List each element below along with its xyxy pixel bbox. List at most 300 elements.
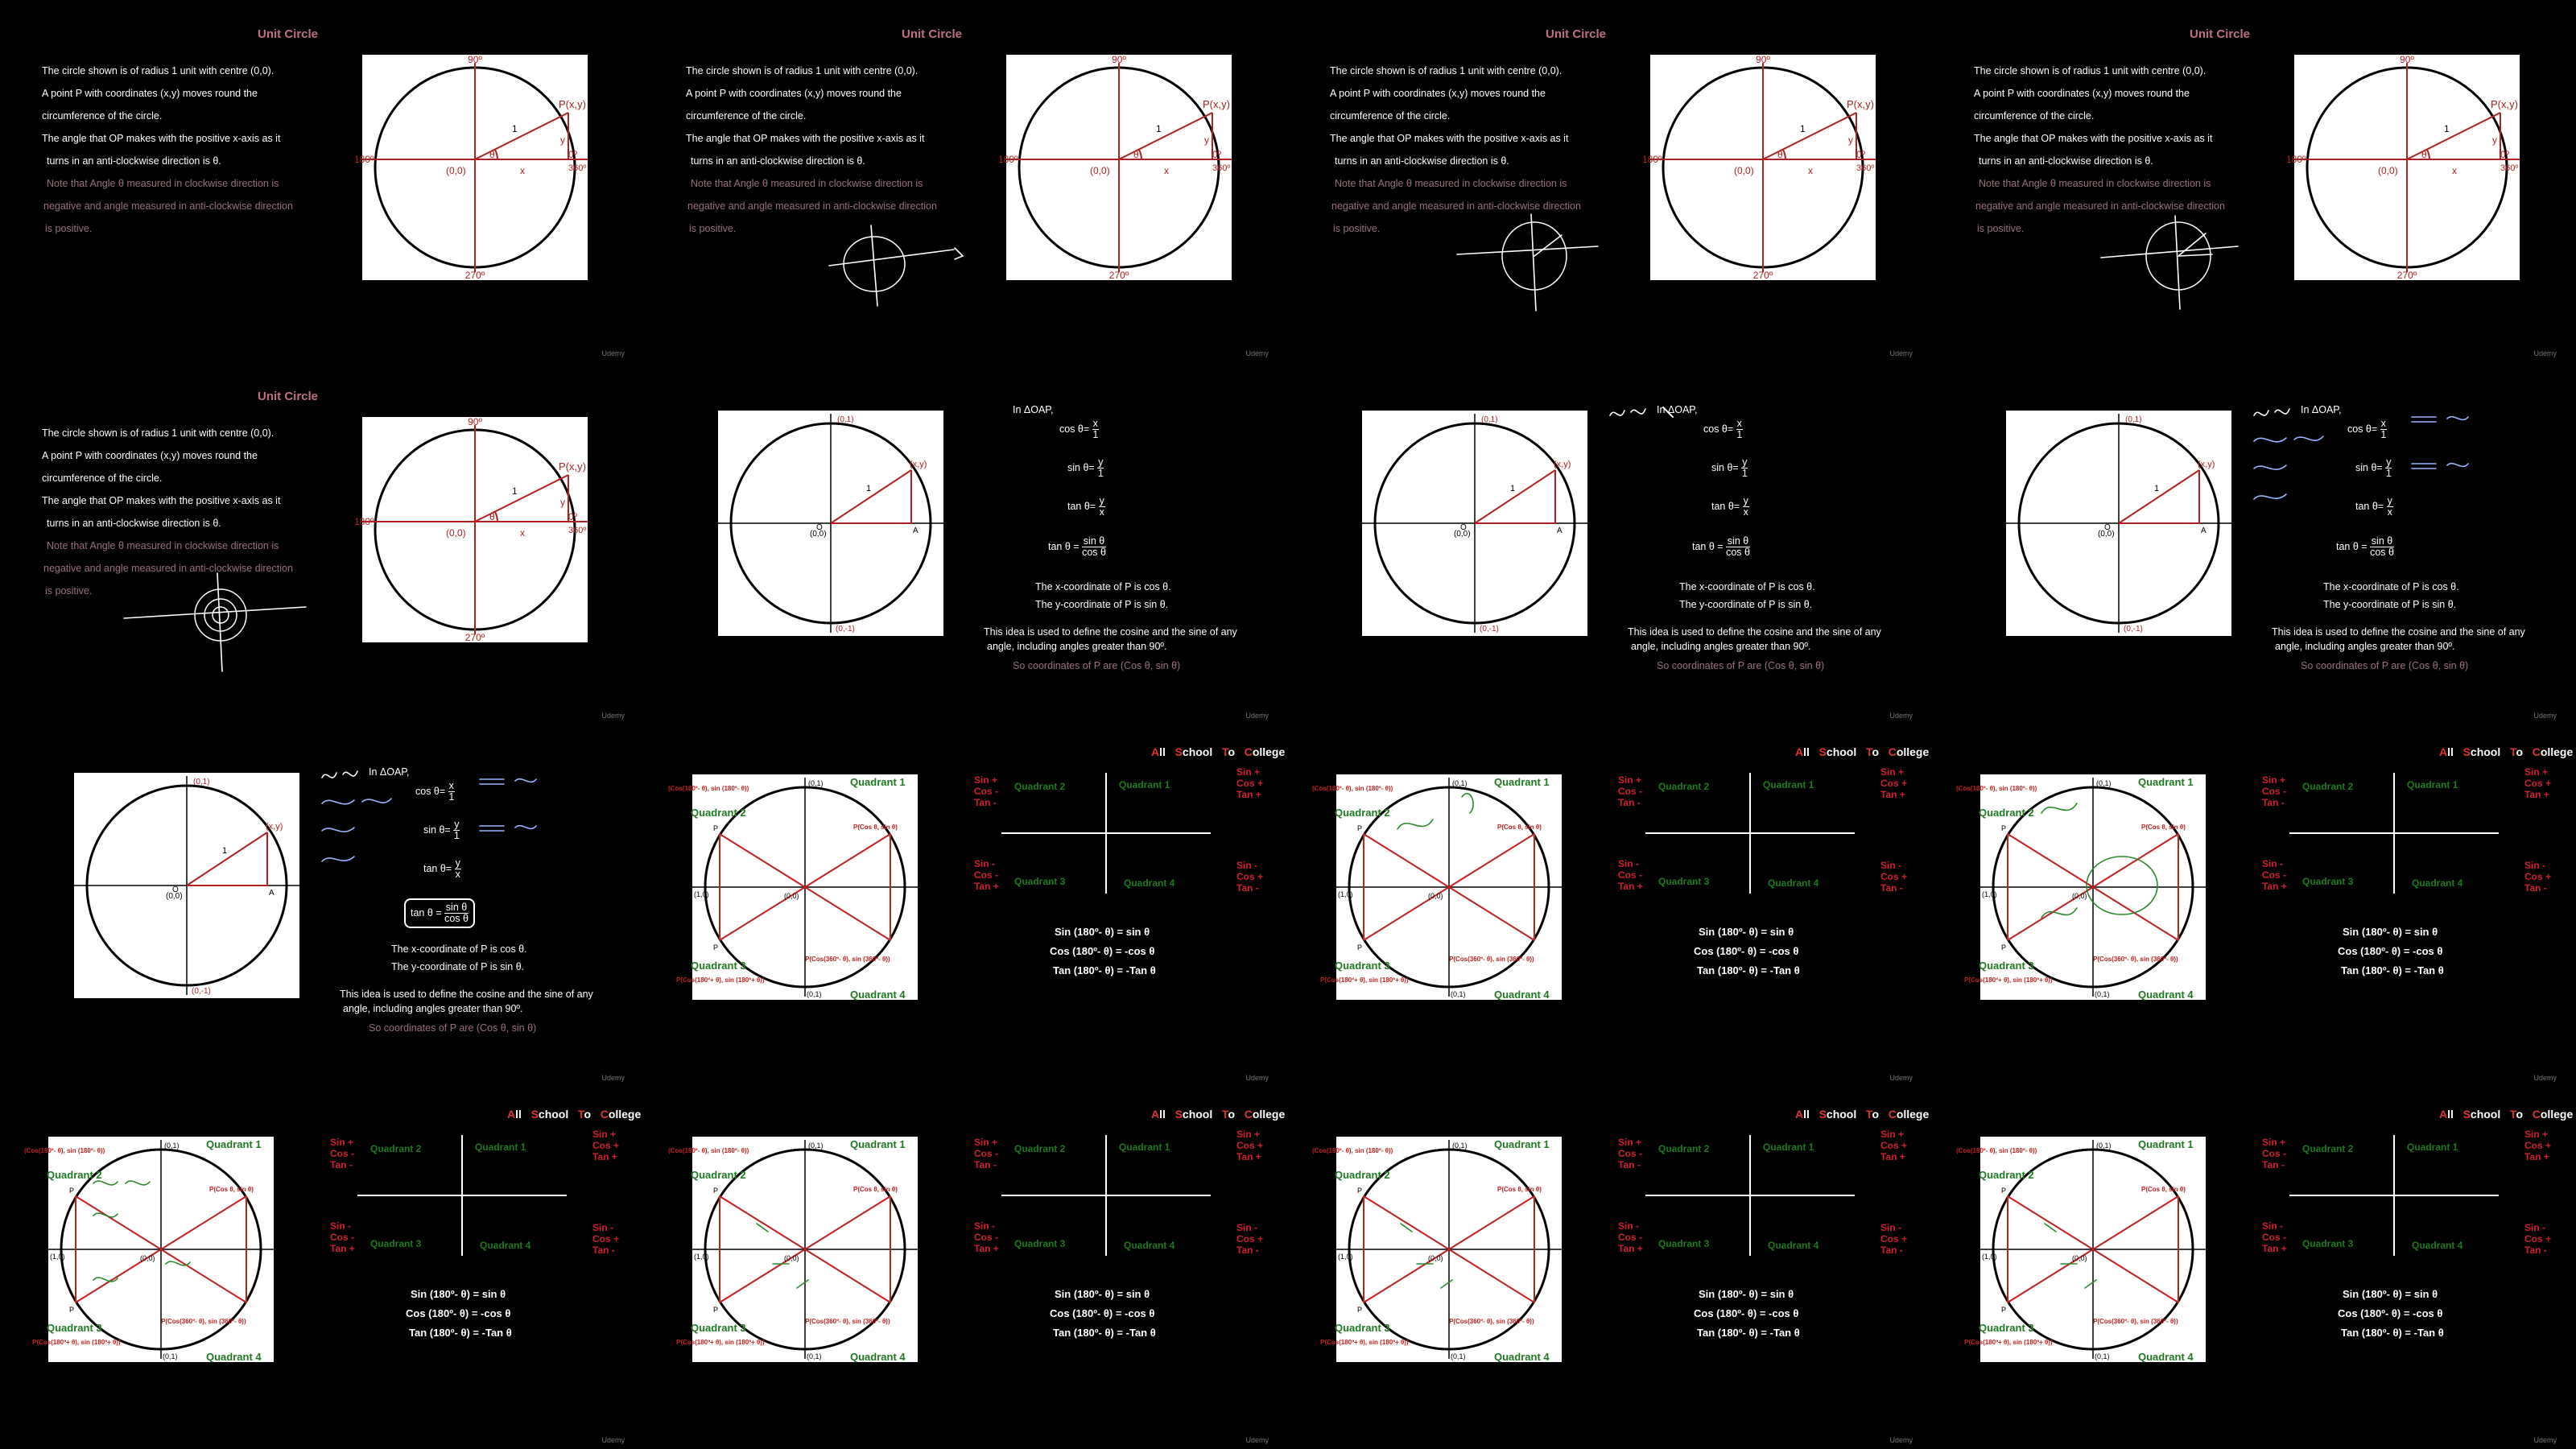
title-rest: o <box>2516 1108 2524 1121</box>
asc-title <box>1151 1108 1285 1121</box>
watermark: Udemy <box>1245 349 1269 357</box>
label-270: 270º <box>1108 270 1129 281</box>
lecture-frame[interactable] <box>0 362 644 724</box>
radius-q4 <box>1449 1249 1534 1302</box>
title-rest: chool <box>1826 745 1857 758</box>
xcoord-line: The x-coordinate of P is cos θ. <box>1035 581 1171 592</box>
ycoord-line: The y-coordinate of P is sin θ. <box>1035 599 1169 610</box>
intro-line: A point P with coordinates (x,y) moves round the <box>1974 88 2190 99</box>
lecture-frame[interactable] <box>644 362 1288 724</box>
sign: Tan - <box>2524 882 2547 894</box>
intro-note: negative and angle measured in anti-clockwise direction <box>1975 200 2225 212</box>
label-p: P <box>713 1187 719 1195</box>
label-0: 0º <box>568 511 578 522</box>
unit-circle-figure <box>1362 411 1587 636</box>
sign: Tan - <box>2262 1159 2285 1170</box>
q2-signs <box>1618 774 1642 808</box>
label-q1: Quadrant 1 <box>2138 1138 2194 1150</box>
quadrant-circle-figure <box>1956 1137 2206 1363</box>
title-rest: o <box>1228 745 1236 758</box>
label-radius: 1 <box>222 846 228 856</box>
q3-signs <box>1618 858 1643 892</box>
asc-circle-svg <box>668 1137 918 1363</box>
identity-tan: Tan (180º- θ) = -Tan θ <box>1053 1327 1156 1339</box>
dap-circle-svg <box>2006 411 2231 636</box>
sign: Tan - <box>592 1245 615 1256</box>
quadrant-circle-figure <box>1956 774 2206 1001</box>
label-p4: P(Cos(360º- θ), sin (360º- θ)) <box>161 1318 246 1325</box>
sign: Tan - <box>1618 797 1641 808</box>
asc-circle-svg <box>668 774 918 1001</box>
num: sin θ <box>2371 535 2393 547</box>
sin-label: sin θ= <box>1711 461 1739 473</box>
tan-fraction <box>2387 496 2393 518</box>
label-p4: P(Cos(360º- θ), sin (360º- θ)) <box>1449 956 1534 963</box>
sign: Cos - <box>1618 786 1642 797</box>
identity-sin: Sin (180º- θ) = sin θ <box>1055 926 1150 938</box>
title-rest: chool <box>1826 1108 1857 1121</box>
dap-text <box>338 757 644 1079</box>
q4-signs <box>1880 860 1907 894</box>
label-360: 360º <box>568 526 587 535</box>
intro-line: circumference of the circle. <box>42 110 163 122</box>
title-letter: A <box>1795 745 1804 758</box>
label-origin: (0,0) <box>2072 1254 2087 1262</box>
intro-note: is positive. <box>1333 223 1381 234</box>
label-p4: P(Cos(360º- θ), sin (360º- θ)) <box>2093 1318 2178 1325</box>
identity-sin: Sin (180º- θ) = sin θ <box>411 1288 506 1300</box>
label-q2: Quadrant 2 <box>47 1169 102 1181</box>
label-q2: Quadrant 2 <box>1979 807 2034 819</box>
label-x: x <box>520 165 525 176</box>
sign: Sin - <box>2524 860 2545 871</box>
asc-panel <box>966 1087 1288 1449</box>
grid-q1: Quadrant 1 <box>1119 779 1170 791</box>
title-rest: ollege <box>1252 745 1286 758</box>
label-bottom: (0,1) <box>807 1352 822 1360</box>
tan-ratio <box>423 858 461 880</box>
idea-line2: angle, including angles greater than 90º. <box>987 641 1167 652</box>
label-p2: (Cos(180º- θ), sin (180º- θ)) <box>668 785 749 792</box>
lecture-frame[interactable] <box>0 0 644 362</box>
sign: Tan - <box>2262 797 2285 808</box>
identity-sin: Sin (180º- θ) = sin θ <box>2343 926 2438 938</box>
den: x <box>1743 506 1748 518</box>
den: 1 <box>453 830 460 841</box>
cos-ratio <box>1059 419 1099 440</box>
num: y <box>1099 495 1104 506</box>
label-q3: Quadrant 3 <box>1979 1322 2034 1334</box>
asc-circle-svg <box>1312 1137 1562 1363</box>
label-point-p: P(x,y) <box>1203 98 1230 110</box>
asc-title <box>1151 745 1285 758</box>
label-y: y <box>560 134 565 146</box>
label-p2: (Cos(180º- θ), sin (180º- θ)) <box>1312 785 1393 792</box>
label-q3: Quadrant 3 <box>691 1322 746 1334</box>
cos-fraction <box>1736 419 1743 440</box>
idea-line1: This idea is used to define the cosine and the sine of any <box>1628 626 1881 638</box>
sign: Cos + <box>1236 1140 1264 1151</box>
sign: Tan - <box>974 1159 997 1170</box>
q2-signs <box>974 774 998 808</box>
label-p: P <box>2001 1187 2007 1195</box>
intro-note: Note that Angle θ measured in clockwise direction is <box>47 540 279 551</box>
tan-ratio <box>1711 496 1749 518</box>
label-radius: 1 <box>1510 484 1516 493</box>
title-rest: ll <box>2447 1108 2454 1121</box>
identity-block <box>1694 1285 1800 1343</box>
so-line: So coordinates of P are (Cos θ, sin θ) <box>2301 660 2469 671</box>
grid-q4: Quadrant 4 <box>480 1240 531 1251</box>
unit-circle-svg <box>998 54 1232 281</box>
label-origin: (0,0) <box>140 1254 155 1262</box>
q3-signs <box>330 1220 355 1254</box>
identity-tan: Tan (180º- θ) = -Tan θ <box>2341 964 2444 976</box>
num: x <box>448 780 454 791</box>
identity-block <box>2338 1285 2444 1343</box>
label-90: 90º <box>468 54 482 65</box>
label-q4: Quadrant 4 <box>2138 1351 2194 1363</box>
sign: Cos - <box>2262 869 2286 881</box>
label-p2: (Cos(180º- θ), sin (180º- θ)) <box>1312 1147 1393 1154</box>
radius-q1 <box>805 1196 890 1249</box>
sign: Tan - <box>1880 1245 1903 1256</box>
grid-q3: Quadrant 3 <box>1658 1238 1710 1249</box>
intro-note: negative and angle measured in anti-clockwise direction <box>43 563 293 574</box>
sign: Cos + <box>1880 778 1908 789</box>
label-origin: (0,0) <box>2378 165 2398 176</box>
title-letter: T <box>577 1108 584 1121</box>
title-rest: ll <box>1159 1108 1166 1121</box>
sign: Cos - <box>2262 786 2286 797</box>
label-p: P <box>713 1306 719 1314</box>
label-p3: P(Cos(180º+ θ), sin (180º+ θ)) <box>1320 976 1409 984</box>
sign: Tan + <box>1880 789 1905 800</box>
sin-label: sin θ= <box>423 824 451 836</box>
identity-tan: Tan (180º- θ) = -Tan θ <box>1697 964 1800 976</box>
label-left: (1,0) <box>50 1253 65 1261</box>
tan-fraction <box>455 858 461 880</box>
label-q2: Quadrant 2 <box>691 807 746 819</box>
den: 1 <box>1741 468 1748 479</box>
sign: Sin - <box>330 1220 351 1232</box>
label-180: 180º <box>998 154 1018 165</box>
label-top: (0,1) <box>193 778 210 786</box>
intro-line: The circle shown is of radius 1 unit with centre (0,0). <box>1330 65 1563 76</box>
den: x <box>1099 506 1104 518</box>
title-letter: T <box>1865 1108 1872 1121</box>
sin-fraction <box>1741 457 1748 479</box>
intro-line: A point P with coordinates (x,y) moves round the <box>1330 88 1546 99</box>
grid-q3: Quadrant 3 <box>1014 876 1066 887</box>
den: cos θ <box>1726 547 1750 558</box>
title-letter: A <box>1151 1108 1160 1121</box>
identity-tan: Tan (180º- θ) = -Tan θ <box>2341 1327 2444 1339</box>
sign: Tan + <box>2262 1243 2287 1254</box>
grid-q2: Quadrant 2 <box>2302 781 2354 792</box>
identity-cos: Cos (180º- θ) = -cos θ <box>406 1307 511 1319</box>
theta-arc <box>495 150 497 159</box>
label-p3: P(Cos(180º+ θ), sin (180º+ θ)) <box>1320 1339 1409 1346</box>
tan2-fraction <box>1726 536 1750 558</box>
label-a: A <box>1557 526 1563 535</box>
grid-q1: Quadrant 1 <box>475 1141 526 1153</box>
label-p1: P(Cos θ, sin θ) <box>209 1186 254 1193</box>
lecture-frame[interactable] <box>1288 724 1932 1087</box>
lecture-frame[interactable] <box>1932 0 2576 362</box>
sign: Tan - <box>330 1159 353 1170</box>
sign: Sin - <box>1618 1220 1639 1232</box>
intro-note: negative and angle measured in anti-clockwise direction <box>687 200 937 212</box>
label-a: A <box>2201 526 2207 535</box>
intro-text-block <box>42 60 364 240</box>
label-180: 180º <box>1642 154 1662 165</box>
q3-signs <box>974 1220 999 1254</box>
asc-title <box>2439 1108 2573 1121</box>
label-p1: P(Cos θ, sin θ) <box>853 1186 898 1193</box>
sign: Sin + <box>1236 1129 1261 1140</box>
q4-signs <box>1236 1222 1263 1256</box>
unit-circle-svg <box>1642 54 1876 281</box>
sign: Cos + <box>1880 1140 1908 1151</box>
q2-signs <box>330 1137 354 1170</box>
label-p: P <box>1357 1187 1363 1195</box>
label-p1: P(Cos θ, sin θ) <box>1497 824 1542 831</box>
sign: Cos + <box>592 1140 620 1151</box>
label-y: y <box>1848 134 1853 146</box>
identity-tan: Tan (180º- θ) = -Tan θ <box>409 1327 512 1339</box>
intro-line: The angle that OP makes with the positive x-axis as it <box>1330 133 1569 144</box>
identity-block <box>2338 923 2444 980</box>
intro-note: Note that Angle θ measured in clockwise direction is <box>47 178 279 189</box>
label-theta: θ <box>1777 149 1783 160</box>
radius-q4 <box>2093 1249 2178 1302</box>
label-180: 180º <box>2286 154 2306 165</box>
tan-quotient <box>404 898 475 928</box>
lecture-frame[interactable] <box>1288 362 1932 724</box>
num: y <box>1742 456 1748 468</box>
unit-circle-svg <box>2286 54 2520 281</box>
lecture-frame[interactable] <box>0 724 644 1087</box>
sign: Cos - <box>330 1232 354 1243</box>
title-letter: C <box>2532 745 2541 758</box>
label-p: P <box>1357 943 1363 952</box>
unit-circle-svg <box>354 416 588 643</box>
title-rest: chool <box>2470 1108 2501 1121</box>
identity-sin: Sin (180º- θ) = sin θ <box>1699 1288 1794 1300</box>
intro-line: circumference of the circle. <box>1330 110 1451 122</box>
sign: Sin - <box>1236 1222 1257 1233</box>
num: x <box>1736 418 1742 429</box>
title-rest: ll <box>1803 1108 1810 1121</box>
sign: Sin - <box>2262 858 2283 869</box>
idea-line1: This idea is used to define the cosine and the sine of any <box>2272 626 2525 638</box>
watermark: Udemy <box>1889 349 1913 357</box>
radius-q1 <box>805 834 890 887</box>
watermark: Udemy <box>1889 1074 1913 1082</box>
sign: Tan - <box>1236 1245 1259 1256</box>
title-rest: ollege <box>1896 1108 1930 1121</box>
title-letter: C <box>2532 1108 2541 1121</box>
num: y <box>1743 495 1748 506</box>
label-p4: P(Cos(360º- θ), sin (360º- θ)) <box>2093 956 2178 963</box>
asc-panel <box>322 1087 644 1449</box>
label-origin: (0,0) <box>1428 1254 1443 1262</box>
label-o: O <box>1460 523 1467 532</box>
dap-heading: In ΔOAP, <box>1657 404 1698 415</box>
label-p: P <box>713 824 719 832</box>
asc-panel <box>2254 724 2576 1087</box>
radius-op <box>2119 470 2199 523</box>
label-p3: P(Cos(180º+ θ), sin (180º+ θ)) <box>32 1339 121 1346</box>
grid-q1: Quadrant 1 <box>1763 1141 1814 1153</box>
tan-label: tan θ= <box>1711 500 1740 512</box>
label-p: P <box>1357 824 1363 832</box>
intro-line: The angle that OP makes with the positive x-axis as it <box>42 133 281 144</box>
sign: Cos - <box>330 1148 354 1159</box>
lecture-frame[interactable] <box>644 1087 1288 1449</box>
radius-q2 <box>720 1196 805 1249</box>
grid-q1: Quadrant 1 <box>1763 779 1814 791</box>
label-radius: 1 <box>866 484 872 493</box>
label-0: 0º <box>2500 149 2510 160</box>
intro-line: The angle that OP makes with the positive x-axis as it <box>42 495 281 506</box>
label-p1: P(Cos θ, sin θ) <box>2141 824 2186 831</box>
q1-signs <box>2524 1129 2551 1162</box>
watermark: Udemy <box>1889 712 1913 720</box>
sign: Cos - <box>974 786 998 797</box>
dap-circle-svg <box>718 411 943 636</box>
title-letter: C <box>1244 745 1253 758</box>
label-q3: Quadrant 3 <box>691 960 746 972</box>
ycoord-line: The y-coordinate of P is sin θ. <box>1679 599 1813 610</box>
sign: Tan + <box>974 881 999 892</box>
label-q2: Quadrant 2 <box>1979 1169 2034 1181</box>
sign: Tan + <box>1236 789 1261 800</box>
label-theta: θ <box>489 149 495 160</box>
label-top: (0,1) <box>837 415 854 424</box>
sign: Cos - <box>2262 1232 2286 1243</box>
label-q4: Quadrant 4 <box>1494 989 1550 1001</box>
grid-q3: Quadrant 3 <box>2302 1238 2354 1249</box>
intro-line: A point P with coordinates (x,y) moves round the <box>42 450 258 461</box>
xcoord-line: The x-coordinate of P is cos θ. <box>391 943 527 955</box>
sign: Sin - <box>974 858 995 869</box>
label-p3: P(Cos(180º+ θ), sin (180º+ θ)) <box>1964 976 2053 984</box>
label-xy: (x,y) <box>1554 460 1571 469</box>
xcoord-line: The x-coordinate of P is cos θ. <box>2323 581 2459 592</box>
dap-text <box>1626 394 1932 716</box>
xcoord-line: The x-coordinate of P is cos θ. <box>1679 581 1815 592</box>
idea-line1: This idea is used to define the cosine and the sine of any <box>340 989 593 1000</box>
lecture-frame[interactable] <box>1932 724 2576 1087</box>
label-xy: (x,y) <box>910 460 927 469</box>
label-270: 270º <box>2396 270 2417 281</box>
radius-q2 <box>76 1196 161 1249</box>
identity-tan: Tan (180º- θ) = -Tan θ <box>1697 1327 1800 1339</box>
sign: Cos - <box>974 1148 998 1159</box>
identity-cos: Cos (180º- θ) = -cos θ <box>1050 945 1155 957</box>
quadrant-circle-figure <box>668 774 918 1001</box>
label-bottom: (0,1) <box>163 1352 178 1360</box>
label-theta: θ <box>489 511 495 522</box>
intro-note: is positive. <box>1977 223 2025 234</box>
identity-sin: Sin (180º- θ) = sin θ <box>1055 1288 1150 1300</box>
grid-q2: Quadrant 2 <box>2302 1143 2354 1154</box>
sin-label: sin θ= <box>1067 461 1095 473</box>
tan-quotient <box>1048 536 1106 558</box>
label-90: 90º <box>468 416 482 427</box>
lecture-frame[interactable] <box>644 0 1288 362</box>
intro-text-block <box>42 422 364 602</box>
lecture-frame[interactable] <box>0 1087 644 1449</box>
intro-line: The circle shown is of radius 1 unit with centre (0,0). <box>1974 65 2207 76</box>
radius-op <box>831 470 911 523</box>
dap-heading: In ΔOAP, <box>2301 404 2342 415</box>
label-point-p: P(x,y) <box>559 460 586 473</box>
label-origin: (0,0) <box>784 892 799 900</box>
label-q4: Quadrant 4 <box>850 989 906 1001</box>
sign: Cos + <box>2524 778 2552 789</box>
lecture-frame[interactable] <box>1288 1087 1932 1449</box>
label-p4: P(Cos(360º- θ), sin (360º- θ)) <box>805 1318 890 1325</box>
intro-line: turns in an anti-clockwise direction is θ. <box>1979 155 2153 167</box>
label-xy: (x,y) <box>2198 460 2215 469</box>
label-top: (0,1) <box>164 1141 180 1150</box>
grid-q4: Quadrant 4 <box>1768 1240 1819 1251</box>
label-y: y <box>1204 134 1209 146</box>
lecture-frame[interactable] <box>1932 1087 2576 1449</box>
watermark: Udemy <box>601 1436 625 1444</box>
label-p1: P(Cos θ, sin θ) <box>2141 1186 2186 1193</box>
radius-q4 <box>2093 887 2178 940</box>
label-origin: (0,0) <box>2098 530 2115 539</box>
grid-q3: Quadrant 3 <box>2302 876 2354 887</box>
sign: Tan + <box>2524 789 2549 800</box>
tan-label: tan θ= <box>2355 500 2384 512</box>
sign: Sin - <box>1880 1222 1901 1233</box>
radius-q4 <box>805 1249 890 1302</box>
identity-cos: Cos (180º- θ) = -cos θ <box>2338 945 2443 957</box>
unit-circle-svg <box>354 54 588 281</box>
den: 1 <box>1092 429 1099 440</box>
label-o: O <box>2104 523 2111 532</box>
label-270: 270º <box>464 270 485 281</box>
intro-line: The angle that OP makes with the positive x-axis as it <box>686 133 925 144</box>
sign: Tan - <box>2524 1245 2547 1256</box>
label-radius: 1 <box>1156 123 1162 134</box>
label-top: (0,1) <box>2096 779 2112 787</box>
title-rest: o <box>1872 745 1880 758</box>
label-270: 270º <box>1752 270 1773 281</box>
radius-op <box>187 832 267 886</box>
theta-arc <box>2427 150 2429 159</box>
label-a: A <box>269 889 275 898</box>
label-p1: P(Cos θ, sin θ) <box>1497 1186 1542 1193</box>
label-top: (0,1) <box>808 1141 824 1150</box>
lecture-frame[interactable] <box>1932 362 2576 724</box>
lecture-frame[interactable] <box>1288 0 1932 362</box>
cos-label: cos θ= <box>1059 423 1090 435</box>
tan-ratio <box>1067 496 1105 518</box>
label-360: 360º <box>568 163 587 173</box>
label-p2: (Cos(180º- θ), sin (180º- θ)) <box>668 1147 749 1154</box>
grid-q2: Quadrant 2 <box>1658 781 1710 792</box>
label-p2: (Cos(180º- θ), sin (180º- θ)) <box>1956 1147 2037 1154</box>
lecture-frame[interactable] <box>644 724 1288 1087</box>
watermark: Udemy <box>2533 1074 2557 1082</box>
num: y <box>455 857 460 869</box>
